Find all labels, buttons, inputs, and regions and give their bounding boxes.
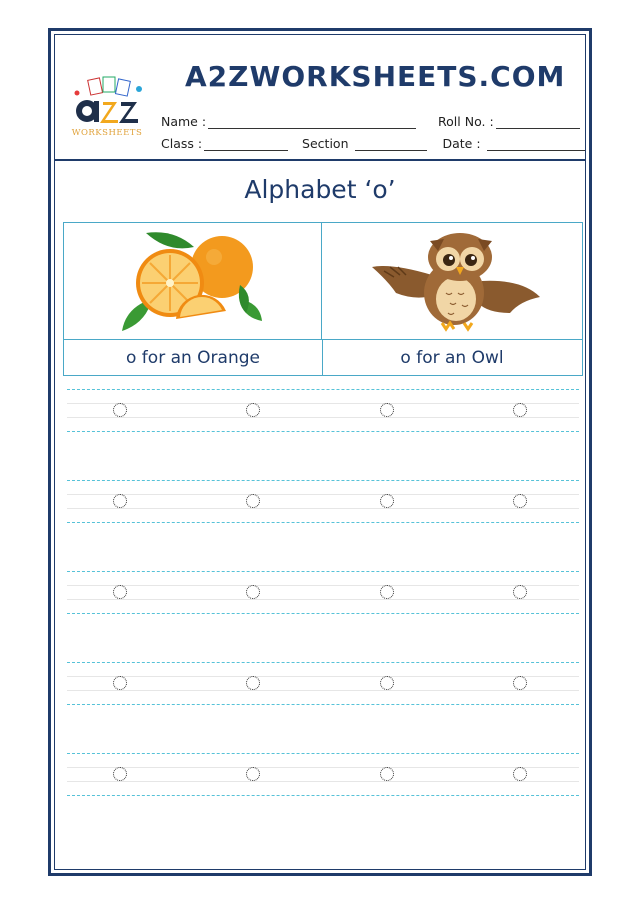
guide-line bbox=[67, 690, 579, 691]
tracing-row bbox=[67, 662, 579, 708]
guide-line bbox=[67, 795, 579, 796]
dotted-letter-o[interactable] bbox=[246, 494, 260, 508]
dotted-letter-o[interactable] bbox=[380, 585, 394, 599]
roll-field[interactable] bbox=[496, 116, 580, 129]
dotted-letter-o[interactable] bbox=[113, 494, 127, 508]
guide-line bbox=[67, 599, 579, 600]
tracing-area bbox=[67, 385, 579, 845]
guide-line bbox=[67, 585, 579, 586]
name-label: Name : bbox=[161, 114, 207, 129]
guide-line bbox=[67, 767, 579, 768]
class-field[interactable] bbox=[204, 138, 288, 151]
owl-picture-cell bbox=[322, 223, 582, 339]
orange-icon bbox=[64, 223, 322, 339]
owl-caption: o for an Owl bbox=[400, 348, 504, 368]
dotted-letter-o[interactable] bbox=[513, 494, 527, 508]
guide-line bbox=[67, 480, 579, 481]
guide-line bbox=[67, 613, 579, 614]
a2z-logo bbox=[67, 75, 147, 139]
dotted-letter-o[interactable] bbox=[246, 585, 260, 599]
dotted-letter-o[interactable] bbox=[246, 767, 260, 781]
guide-line bbox=[67, 662, 579, 663]
dotted-letter-o[interactable] bbox=[380, 403, 394, 417]
guide-line bbox=[67, 781, 579, 782]
guide-line bbox=[67, 508, 579, 509]
dotted-letter-o[interactable] bbox=[113, 767, 127, 781]
orange-caption: o for an Orange bbox=[64, 340, 323, 376]
caption-row bbox=[64, 339, 582, 376]
guide-line bbox=[67, 389, 579, 390]
section-field[interactable] bbox=[355, 138, 427, 151]
tracing-row bbox=[67, 571, 579, 617]
site-title: A2ZWORKSHEETS.COM bbox=[185, 60, 566, 93]
dotted-letter-o[interactable] bbox=[513, 676, 527, 690]
dotted-letter-o[interactable] bbox=[513, 403, 527, 417]
dotted-letter-o[interactable] bbox=[380, 676, 394, 690]
orange-picture-cell bbox=[64, 223, 322, 339]
guide-line bbox=[67, 522, 579, 523]
section-label: Section bbox=[302, 136, 349, 151]
dotted-letter-o[interactable] bbox=[380, 767, 394, 781]
guide-line bbox=[67, 403, 579, 404]
dotted-letter-o[interactable] bbox=[513, 767, 527, 781]
guide-line bbox=[67, 417, 579, 418]
tracing-row bbox=[67, 389, 579, 435]
guide-line bbox=[67, 753, 579, 754]
dotted-letter-o[interactable] bbox=[246, 403, 260, 417]
dotted-letter-o[interactable] bbox=[246, 676, 260, 690]
dotted-letter-o[interactable] bbox=[513, 585, 527, 599]
picture-table bbox=[63, 222, 583, 376]
class-label: Class : bbox=[161, 136, 203, 151]
name-field[interactable] bbox=[208, 116, 416, 129]
worksheet-inner-border bbox=[54, 34, 586, 870]
tracing-row bbox=[67, 753, 579, 799]
dotted-letter-o[interactable] bbox=[113, 676, 127, 690]
logo-text: WORKSHEETS bbox=[71, 128, 143, 138]
guide-line bbox=[67, 676, 579, 677]
date-field[interactable] bbox=[487, 138, 585, 151]
name-roll-row bbox=[161, 114, 580, 129]
dotted-letter-o[interactable] bbox=[113, 585, 127, 599]
date-label: Date : bbox=[442, 136, 481, 151]
dotted-letter-o[interactable] bbox=[380, 494, 394, 508]
class-section-date-row bbox=[161, 136, 585, 151]
guide-line bbox=[67, 494, 579, 495]
tracing-row bbox=[67, 480, 579, 526]
guide-line bbox=[67, 431, 579, 432]
worksheet-header bbox=[55, 35, 585, 161]
worksheet-frame bbox=[48, 28, 592, 876]
alphabet-title: Alphabet ‘o’ bbox=[244, 175, 396, 204]
dotted-letter-o[interactable] bbox=[113, 403, 127, 417]
guide-line bbox=[67, 571, 579, 572]
owl-icon bbox=[322, 223, 582, 339]
roll-label: Roll No. : bbox=[438, 114, 494, 129]
guide-line bbox=[67, 704, 579, 705]
